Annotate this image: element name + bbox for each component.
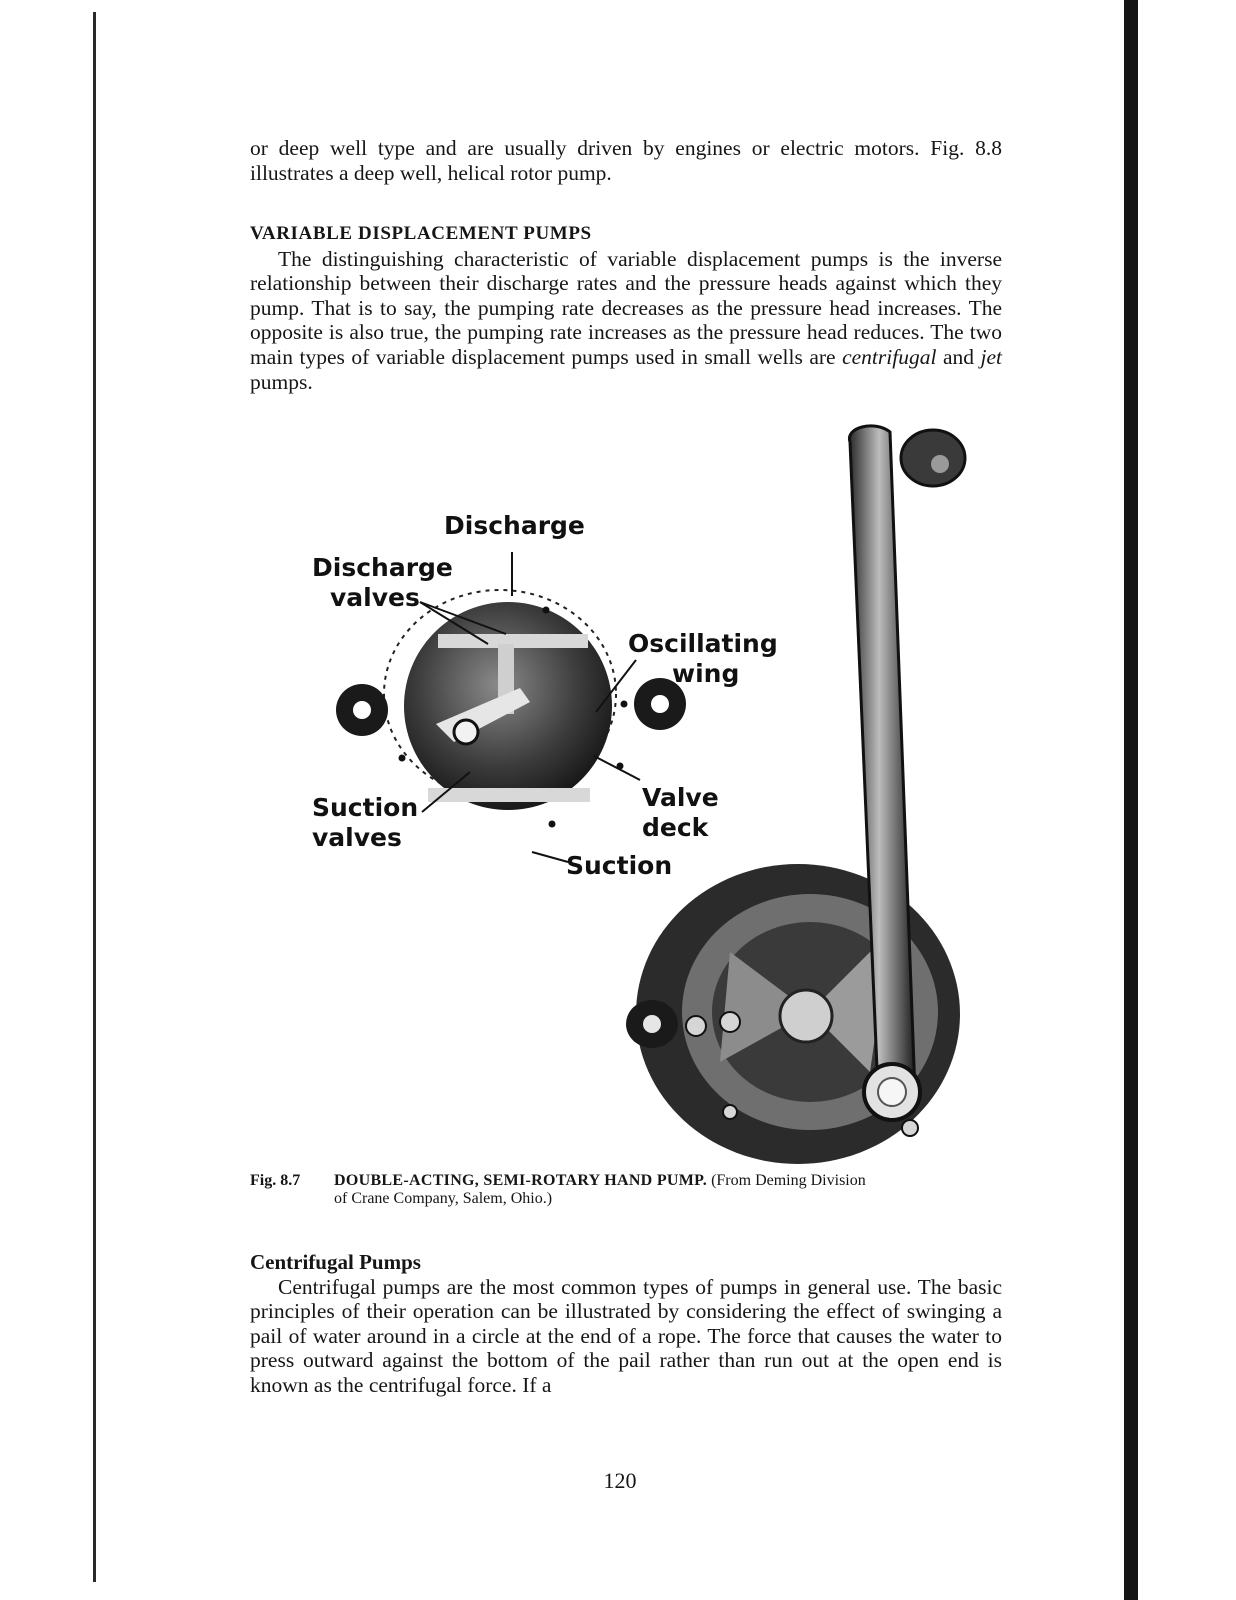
variable-paragraph-end: pumps. [250,369,313,394]
and-word: and [942,344,974,369]
emphasis-jet: jet [980,344,1002,369]
label-discharge: Discharge [444,511,585,540]
bolt-dot [543,607,550,614]
variable-paragraph-text: The distinguishing characteristic of variable displacement pumps is the inverse relationship between their discharge rates and the pressure heads against which they pump. That is to say, the pumping rate decreases as the pressure head increases. The opposite is also true, the pumping rate increases as the pressure head reduces. The two main types of variable displacement pumps used in small wells are [250,246,1002,369]
label-oscillating-wing-line1: Oscillating [628,629,778,658]
figure-hand-pump [250,412,1002,1170]
label-suction-valves-line1: Suction [312,793,419,822]
caption-source-1: (From Deming Division [711,1172,866,1189]
right-lug-hole [651,695,669,713]
label-oscillating-wing-line2: wing [672,659,740,688]
hex-bolt [902,1120,918,1136]
variable-paragraph [250,247,1002,395]
caption-label: Fig. 8.7 [250,1172,301,1189]
label-suction-valves-line2: valves [312,823,402,852]
emphasis-centrifugal: centrifugal [842,344,937,369]
page-number: 120 [603,1468,637,1493]
leader-valve-deck [594,756,640,780]
label-discharge-valves-line1: Discharge [312,553,453,582]
handle-grip-bolt [931,455,949,473]
bolt-dot [621,701,628,708]
label-discharge-valves-line2: valves [330,583,420,612]
label-suction: Suction [566,851,673,880]
intro-paragraph [250,136,1002,185]
handle-pivot-pin [878,1078,906,1106]
caption-line-1 [250,1172,1002,1190]
cutaway-diagram [336,590,686,828]
wing-pivot [454,720,478,744]
pump-shaft-hub [780,990,832,1042]
hex-bolt [723,1105,737,1119]
scan-left-edge [93,12,96,1582]
label-valve-deck-line1: Valve [642,783,719,812]
hex-bolt [686,1016,706,1036]
suction-valve-lower [428,788,590,802]
left-lug-hole [353,701,371,719]
hex-bolt [720,1012,740,1032]
section-heading-centrifugal: Centrifugal Pumps [250,1250,421,1274]
scan-right-edge [1124,0,1138,1600]
intro-line-1: or deep well type and are usually driven by engines or electric motors. Fig. 8.8 [250,136,1002,160]
pump-lug-left-hole [643,1015,661,1033]
bolt-dot [399,755,406,762]
figure-caption [250,1172,1002,1208]
leader-suction [532,852,568,862]
bolt-dot [549,821,556,828]
section-heading-variable: VARIABLE DISPLACEMENT PUMPS [250,223,592,244]
intro-line-2: illustrates a deep well, helical rotor pump. [250,160,612,185]
section-centrifugal-pumps [250,1250,1002,1398]
handle-grip-knob [901,430,965,486]
section-variable-displacement [250,222,1002,394]
caption-source-2: of Crane Company, Salem, Ohio.) [334,1190,553,1207]
centrifugal-paragraph: Centrifugal pumps are the most common types of pumps in general use. The basic principles of their operation can be illustrated by considering the effect of swinging a pail of water around in a circle at the end of a rope. The force that causes the water to press outward against the bottom of the pail rather than run out at the open end is known as the centrifugal force. If a [250,1274,1002,1397]
caption-title: DOUBLE-ACTING, SEMI-ROTARY HAND PUMP. [334,1172,708,1189]
figure-hand-pump-illustration [250,412,1002,1170]
label-valve-deck-line2: deck [642,813,709,842]
